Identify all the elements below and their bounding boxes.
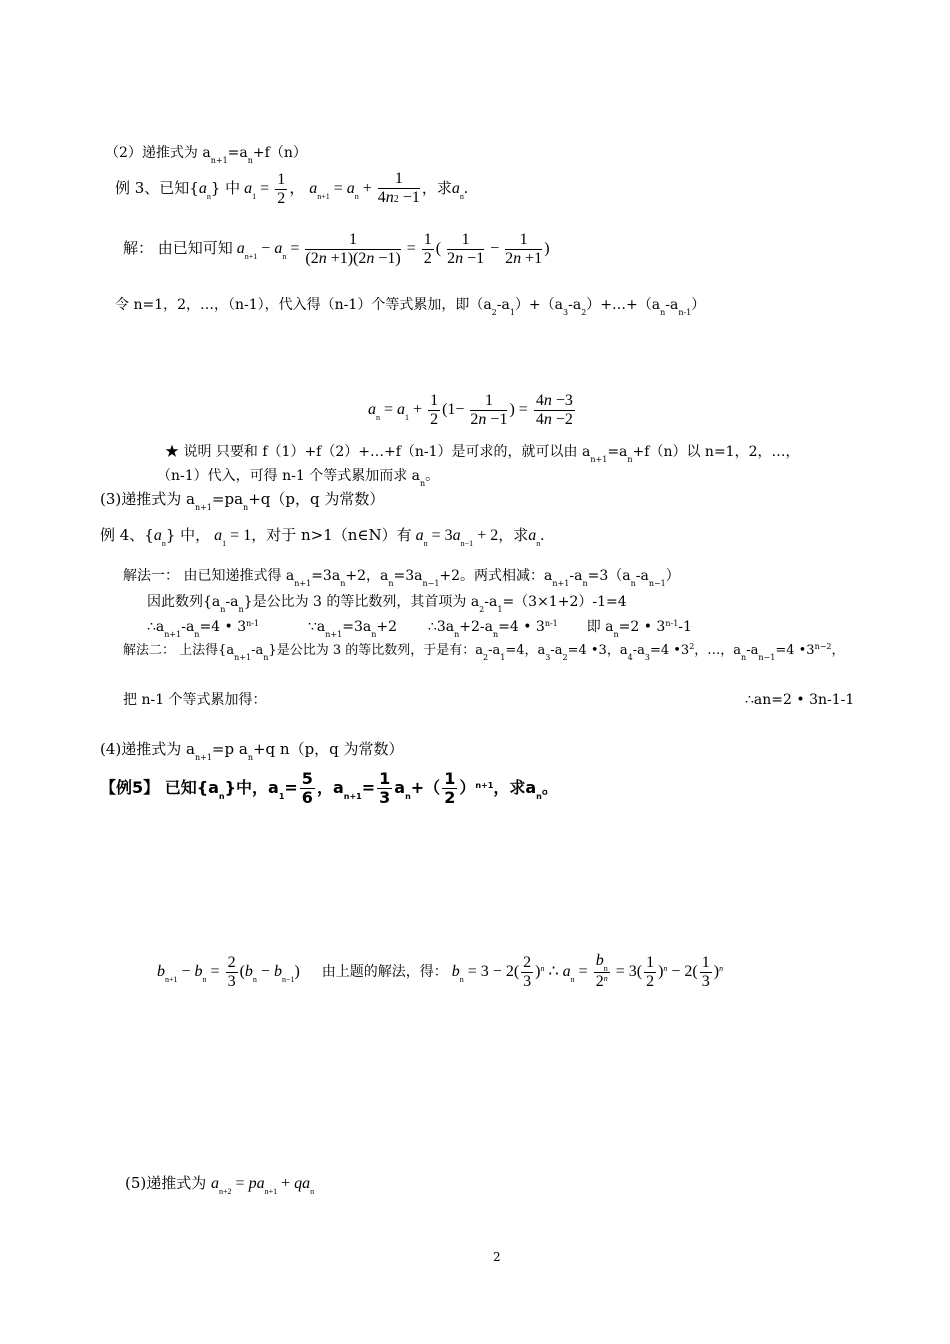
fraction-half-2: $\frac{1}{2}$ bbox=[430, 391, 439, 428]
fraction-1-2-b: $\frac{1}{2}$ bbox=[646, 954, 655, 990]
fraction-one-half: $\frac{1}{2}$ bbox=[277, 170, 286, 207]
fraction-2-3: $\frac{2}{3}$ bbox=[227, 954, 236, 990]
fraction-1-over-2n-1: $\frac{1}{2n -1}$ bbox=[447, 230, 485, 267]
page-number: 2 bbox=[493, 1250, 501, 1264]
example-4-statement: 例 4、$\{a_n\}$ 中， $a_1 = 1$，对于 n>1（n∈N）有 $a_n = 3a_{n-1} + 2$，求$a_n$. bbox=[100, 526, 545, 548]
fraction-1-3-b: $\frac{1}{3}$ bbox=[701, 954, 710, 990]
fraction-1-over-2n+1: $\frac{1}{2n +1}$ bbox=[505, 230, 543, 267]
section-3-heading: (3)递推式为 $a_{n+1}=pa_n+q(p$，q 为常数） bbox=[100, 490, 385, 512]
fraction-solution: $\frac{1}{(2n +1)(2n -1)}$ bbox=[305, 230, 401, 267]
example-5-statement: 【例5】 已知$\{a_n\}$中，$a_1=$ $\frac{5}{6}$ ，$a_{n+1}=$ $\frac{1}{3}$ $a_n+$（ $\frac{1}{2}$ ）$^{n+1}$，求$a_n$。 bbox=[100, 769, 558, 807]
fraction-2-3-b: $\frac{2}{3}$ bbox=[523, 954, 532, 990]
example-4-method-1-line-2: 因此数列$\{a_n-a_n\}$是公比为 3 的等比数列，其首项为 $a_2-a_1=(3\times 1+2)-1=4$ bbox=[147, 594, 627, 614]
fraction-1-3: $\frac{1}{3}$ bbox=[379, 769, 391, 807]
fraction-result: $\frac{4n -3}{4n -2}$ bbox=[535, 391, 573, 428]
section-2-heading: （2）递推式为 $a_{n+1}=a_n+f(n)$ bbox=[105, 145, 307, 165]
section-5-heading: (5)递推式为 $a_{n+2} = pa_{n+1} + qa_n$ bbox=[125, 1174, 315, 1196]
example-3-solution: 解： 由已知可知 $a_{n+1} - a_n$ = $\frac{1}{(2n +1)(2n -1)}$ = $\frac{1}{2}$ ( $\frac{1}{2n -1}$ − $\frac{1}{2n +1}$ ) bbox=[123, 230, 550, 267]
example-3-statement: 例 3、已知$\{a_n\}$ 中 $a_1$ = $\frac{1}{2}$ ， $a_{n+1} = a_n$ + $\frac{1}{4n2 -1}$ ，求$a_n$. bbox=[115, 169, 468, 207]
example-3-sum-line: 令 n=1，2，…，（n-1），代入得（n-1）个等式累加，即$(a_2-a_1)+(a_3-a_2)+\dots+(a_n-a_{n-1})$ bbox=[115, 297, 706, 317]
example-4-method-1-line-1: 解法一： 由已知递推式得 $a_{n+1}=3a_n+2$，$a_n=3a_{n-1}+2$。两式相减：$a_{n+1}-a_n=3(a_n-a_{n-1})$ bbox=[123, 568, 680, 588]
example-4-method-2: 解法二： 上法得$\{a_{n+1}-a_n\}$是公比为 3 的等比数列，于是有：$a_2-a_1=4$，$a_3-a_2=4$ •3，$a_4-a_3=4$ $•3^2$，…，$a_n-a_{n-1}=4$ $•3^{n-2}$， bbox=[123, 642, 845, 662]
fraction-bn-2n: $\frac{b_n}{2^n}$ bbox=[595, 952, 608, 990]
example-5-solution: $b_{n+1} - b_n$ = $\frac{2}{3}$ $(b_n - b_{n-1})$ 由上题的解法，得： $b_n = 3 - 2$( $\frac{2}{3}$ )$^n$ ∴ $a_n$ = $\frac{b_n}{2^n}$ = 3( $\frac{1}{2}$ )$^n$ − 2( $\frac{1}{3}$ )$^n$ bbox=[157, 952, 723, 994]
example-4-method-1-line-3: $\therefore a_{n+1}-a_n=4$ • 3$^{n-1}$ $\because a_{n+1}=3a_n+2$ $\therefore 3a_n+2-a_n=4$ • 3$^{n-1}$ 即 $a_n=2$ • 3$^{n-1}$-1 bbox=[147, 619, 692, 639]
example-3-note-line-2: （n-1）代入，可得 n-1 个等式累加而求 $a_n$。 bbox=[157, 468, 440, 488]
example-4-sum-left: 把 n-1 个等式累加得： bbox=[123, 692, 267, 708]
fraction-one-over-4n2-1: $\frac{1}{4n2 -1}$ bbox=[377, 169, 420, 206]
fraction-1-2: $\frac{1}{2}$ bbox=[444, 769, 456, 807]
fraction-5-6: $\frac{5}{6}$ bbox=[301, 769, 313, 807]
section-4-heading: (4)递推式为 $a_{n+1}=p$ $a_n+q$ n（p，q 为常数） bbox=[100, 740, 404, 762]
fraction-1-over-2n-1-b: $\frac{1}{2n -1}$ bbox=[470, 391, 508, 428]
example-4-sum-right: ∴an=2 • 3n-1-1 bbox=[745, 692, 855, 708]
example-3-note: ★ 说明 只要和 f（1）+f（2）+…+f（n-1）是可求的，就可以由 $a_{n+1}=a_n+f(n)$以 n=1，2，…， bbox=[165, 444, 800, 464]
fraction-half: $\frac{1}{2}$ bbox=[423, 230, 432, 267]
example-3-result: $a_n = a_1$ + $\frac{1}{2}$ (1− $\frac{1}{2n -1}$ ) = $\frac{4n -3}{4n -2}$ bbox=[368, 391, 573, 428]
